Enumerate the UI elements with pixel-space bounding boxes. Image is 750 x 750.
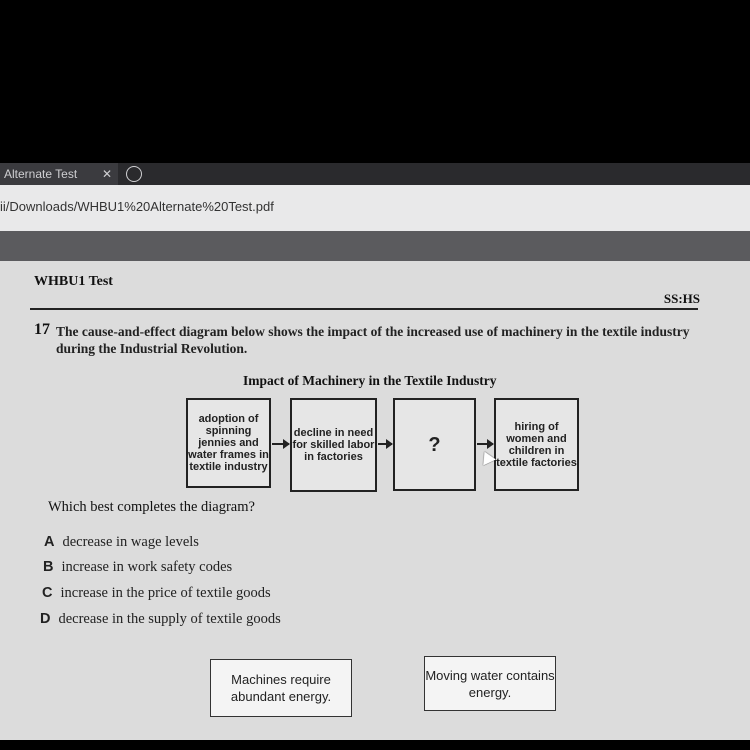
choice-text: increase in the price of textile goods xyxy=(60,585,271,601)
tab-label: Alternate Test xyxy=(4,167,78,181)
browser-tab[interactable] xyxy=(0,163,118,185)
address-bar[interactable] xyxy=(0,185,750,231)
question-text: The cause-and-effect diagram below shows the impact of the increased use of machinery in the textile industry during the Industrial Revolution. xyxy=(56,324,690,356)
pdf-toolbar xyxy=(0,231,750,261)
answer-prompt: Which best completes the diagram? xyxy=(48,499,255,515)
header-divider xyxy=(30,308,698,310)
pdf-page xyxy=(0,261,750,740)
unknown-box: ? xyxy=(393,398,476,491)
diagram-title: Impact of Machinery in the Textile Industry xyxy=(243,373,497,388)
close-icon[interactable]: ✕ xyxy=(101,167,112,181)
effect-box-4: hiring of women and children in textile factories xyxy=(494,398,579,491)
choice-letter: C xyxy=(42,585,53,601)
choice-text: decrease in the supply of textile goods xyxy=(58,611,281,627)
arrow-icon xyxy=(378,443,392,445)
cause-box-1: adoption of spinning jennies and water frames in textile industry xyxy=(186,398,271,488)
choice-letter: D xyxy=(40,611,51,627)
statement-card[interactable]: Moving water contains energy. xyxy=(424,656,556,711)
url-text[interactable]: ii/Downloads/WHBU1%20Alternate%20Test.pdf xyxy=(0,199,274,214)
statement-card[interactable]: Machines require abundant energy. xyxy=(210,659,352,717)
subject-code: SS:HS xyxy=(663,291,700,306)
choice-text: increase in work safety codes xyxy=(61,559,233,575)
choice-b[interactable] xyxy=(43,559,232,576)
tab-bar xyxy=(0,163,750,185)
arrow-icon xyxy=(477,443,493,445)
refresh-icon[interactable] xyxy=(126,166,142,182)
choice-text: decrease in wage levels xyxy=(62,534,199,550)
question-number: 17 xyxy=(34,321,50,338)
choice-a[interactable] xyxy=(44,534,199,551)
choice-letter: A xyxy=(44,534,55,550)
choice-letter: B xyxy=(43,559,54,575)
arrow-icon xyxy=(272,443,289,445)
choice-c[interactable] xyxy=(42,585,271,602)
effect-box-2: decline in need for skilled labor in factories xyxy=(290,398,377,492)
test-title: WHBU1 Test xyxy=(34,274,113,289)
choice-d[interactable] xyxy=(40,611,281,628)
